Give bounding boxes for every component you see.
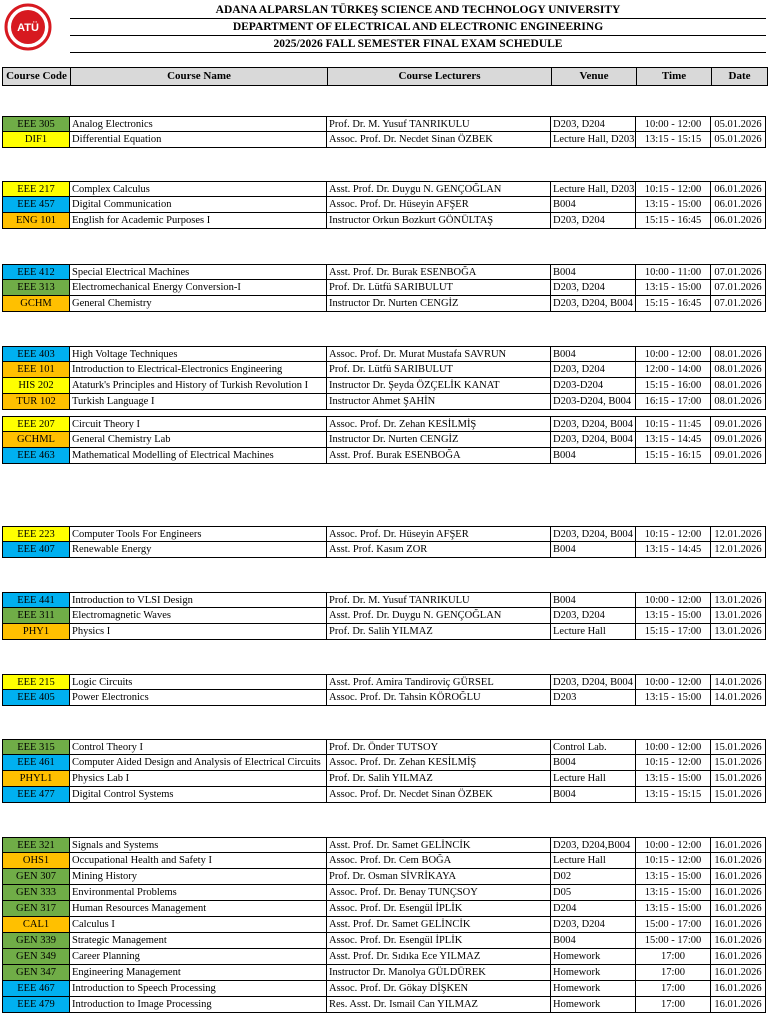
course-name-cell: Electromagnetic Waves <box>70 608 327 623</box>
table-row <box>2 346 766 362</box>
university-logo-icon <box>3 3 53 51</box>
course-lecturer-cell: Instructor Dr. Nurten CENGİZ <box>327 432 551 447</box>
column-header-code: Course Code <box>3 68 71 85</box>
course-code-cell: EEE 305 <box>2 117 70 131</box>
course-code-cell: TUR 102 <box>2 394 70 409</box>
exam-time-cell: 15:15 - 16:15 <box>636 448 711 463</box>
course-code-cell: EEE 467 <box>2 981 70 996</box>
course-code-cell: EEE 405 <box>2 690 70 705</box>
exam-time-cell: 17:00 <box>636 981 711 996</box>
exam-date-cell: 15.01.2026 <box>711 740 766 754</box>
exam-date-cell: 13.01.2026 <box>711 624 766 639</box>
exam-time-cell: 15:15 - 16:00 <box>636 378 711 393</box>
exam-date-cell: 14.01.2026 <box>711 675 766 689</box>
venue-cell: D203, D204 <box>551 213 636 228</box>
table-row <box>2 933 766 949</box>
course-lecturer-cell: Prof. Dr. Lütfü SARIBULUT <box>327 280 551 295</box>
logo-text: ATÜ <box>17 22 39 34</box>
course-name-cell: Introduction to Electrical-Electronics Engineering <box>70 362 327 377</box>
course-code-cell: GEN 307 <box>2 869 70 884</box>
venue-cell: Lecture Hall <box>551 853 636 868</box>
exam-date-cell: 12.01.2026 <box>711 527 766 541</box>
course-name-cell: Logic Circuits <box>70 675 327 689</box>
course-lecturer-cell: Assoc. Prof. Dr. Zehan KESİLMİŞ <box>327 417 551 431</box>
exam-time-cell: 16:15 - 17:00 <box>636 394 711 409</box>
course-lecturer-cell: Asst. Prof. Dr. Duygu N. GENÇOĞLAN <box>327 608 551 623</box>
table-row <box>2 432 766 448</box>
column-header-name: Course Name <box>71 68 328 85</box>
venue-cell: B004 <box>551 448 636 463</box>
course-lecturer-cell: Instructor Orkun Bozkurt GÖNÜLTAŞ <box>327 213 551 228</box>
course-name-cell: General Chemistry <box>70 296 327 311</box>
table-row <box>2 981 766 997</box>
exam-time-cell: 10:15 - 12:00 <box>636 755 711 770</box>
exam-day-group <box>2 526 766 558</box>
course-code-cell: PHYL1 <box>2 771 70 786</box>
column-header-venue: Venue <box>552 68 637 85</box>
table-row <box>2 853 766 869</box>
exam-time-cell: 13:15 - 15:00 <box>636 771 711 786</box>
course-name-cell: Renewable Energy <box>70 542 327 557</box>
course-lecturer-cell: Instructor Dr. Manolya GÜLDÜREK <box>327 965 551 980</box>
exam-date-cell: 13.01.2026 <box>711 593 766 607</box>
exam-date-cell: 07.01.2026 <box>711 265 766 279</box>
exam-day-group <box>2 739 766 803</box>
course-name-cell: Analog Electronics <box>70 117 327 131</box>
venue-cell: D203 <box>551 690 636 705</box>
exam-date-cell: 05.01.2026 <box>711 117 766 131</box>
course-name-cell: English for Academic Purposes I <box>70 213 327 228</box>
course-name-cell: Complex Calculus <box>70 182 327 196</box>
exam-date-cell: 16.01.2026 <box>711 933 766 948</box>
course-lecturer-cell: Assoc. Prof. Dr. Necdet Sinan ÖZBEK <box>327 132 551 147</box>
course-code-cell: EEE 477 <box>2 787 70 802</box>
course-lecturer-cell: Assoc. Prof. Dr. Benay TUNÇSOY <box>327 885 551 900</box>
venue-cell: Control Lab. <box>551 740 636 754</box>
course-code-cell: EEE 407 <box>2 542 70 557</box>
venue-cell: D203, D204, B004 <box>551 527 636 541</box>
exam-date-cell: 08.01.2026 <box>711 378 766 393</box>
table-row <box>2 755 766 771</box>
table-row <box>2 997 766 1013</box>
course-lecturer-cell: Asst. Prof. Amira Tandiroviç GÜRSEL <box>327 675 551 689</box>
table-row <box>2 624 766 640</box>
exam-time-cell: 13:15 - 14:45 <box>636 542 711 557</box>
course-lecturer-cell: Asst. Prof. Dr. Samet GELİNCİK <box>327 838 551 852</box>
table-row <box>2 542 766 558</box>
course-name-cell: Turkish Language I <box>70 394 327 409</box>
exam-date-cell: 12.01.2026 <box>711 542 766 557</box>
table-row <box>2 592 766 608</box>
table-row <box>2 280 766 296</box>
venue-cell: D203, D204 <box>551 280 636 295</box>
exam-date-cell: 05.01.2026 <box>711 132 766 147</box>
course-code-cell: DIF1 <box>2 132 70 147</box>
venue-cell: Lecture Hall, D203 <box>553 184 635 195</box>
exam-time-cell: 10:15 - 12:00 <box>636 853 711 868</box>
exam-time-cell: 10:00 - 12:00 <box>636 838 711 852</box>
exam-time-cell: 13:15 - 15:15 <box>636 787 711 802</box>
venue-cell: D203, D204 <box>551 117 636 131</box>
course-lecturer-cell: Assoc. Prof. Dr. Hüseyin AFŞER <box>327 527 551 541</box>
course-code-cell: HIS 202 <box>2 378 70 393</box>
course-name-cell: Control Theory I <box>70 740 327 754</box>
exam-day-group <box>2 674 766 706</box>
exam-date-cell: 08.01.2026 <box>711 362 766 377</box>
exam-day-group <box>2 346 766 410</box>
exam-time-cell: 13:15 - 15:00 <box>636 690 711 705</box>
course-name-cell: Circuit Theory I <box>70 417 327 431</box>
header-titles <box>70 2 766 53</box>
exam-time-cell: 10:00 - 12:00 <box>636 740 711 754</box>
exam-day-group <box>2 416 766 464</box>
exam-time-cell: 17:00 <box>636 965 711 980</box>
exam-time-cell: 15:15 - 17:00 <box>636 624 711 639</box>
course-code-cell: OHS1 <box>2 853 70 868</box>
exam-date-cell: 08.01.2026 <box>711 347 766 361</box>
exam-date-cell: 06.01.2026 <box>711 213 766 228</box>
venue-cell: Lecture Hall <box>551 624 636 639</box>
department-name: DEPARTMENT OF ELECTRICAL AND ELECTRONIC ENGINEERING <box>70 19 766 36</box>
table-row <box>2 787 766 803</box>
exam-time-cell: 13:15 - 15:15 <box>636 132 711 147</box>
exam-date-cell: 09.01.2026 <box>711 448 766 463</box>
venue-cell: Homework <box>551 997 636 1012</box>
exam-date-cell: 08.01.2026 <box>711 394 766 409</box>
course-lecturer-cell: Asst. Prof. Dr. Duygu N. GENÇOĞLAN <box>327 182 551 196</box>
venue-cell: Homework <box>551 981 636 996</box>
course-lecturer-cell: Prof. Dr. Salih YILMAZ <box>327 624 551 639</box>
course-name-cell: Digital Control Systems <box>70 787 327 802</box>
course-code-cell: EEE 441 <box>2 593 70 607</box>
table-row <box>2 771 766 787</box>
course-code-cell: GCHML <box>2 432 70 447</box>
course-code-cell: EEE 457 <box>2 197 70 212</box>
venue-cell: B004 <box>551 347 636 361</box>
exam-date-cell: 16.01.2026 <box>711 917 766 932</box>
course-name-cell: Introduction to Speech Processing <box>70 981 327 996</box>
course-lecturer-cell: Asst. Prof. Burak ESENBOĞA <box>327 448 551 463</box>
course-code-cell: ENG 101 <box>2 213 70 228</box>
course-code-cell: EEE 479 <box>2 997 70 1012</box>
course-code-cell: GEN 349 <box>2 949 70 964</box>
exam-time-cell: 17:00 <box>636 997 711 1012</box>
exam-time-cell: 15:00 - 17:00 <box>636 917 711 932</box>
exam-day-group <box>2 264 766 312</box>
venue-cell: D203, D204, B004 <box>551 675 636 689</box>
course-name-cell: Mining History <box>70 869 327 884</box>
venue-cell: D203, D204, B004 <box>551 432 636 447</box>
exam-time-cell: 12:00 - 14:00 <box>636 362 711 377</box>
table-row <box>2 739 766 755</box>
venue-cell: B004 <box>551 593 636 607</box>
exam-date-cell: 16.01.2026 <box>711 869 766 884</box>
venue-cell: D203, D204 <box>551 608 636 623</box>
exam-date-cell: 14.01.2026 <box>711 690 766 705</box>
exam-day-group <box>2 116 766 148</box>
course-code-cell: GEN 347 <box>2 965 70 980</box>
course-name-cell: Human Resources Management <box>70 901 327 916</box>
exam-day-group <box>2 592 766 640</box>
exam-time-cell: 10:00 - 12:00 <box>636 593 711 607</box>
exam-date-cell: 15.01.2026 <box>711 755 766 770</box>
schedule-title: 2025/2026 FALL SEMESTER FINAL EXAM SCHEDULE <box>70 36 766 53</box>
exam-date-cell: 16.01.2026 <box>711 981 766 996</box>
venue-cell: Lecture Hall <box>551 771 636 786</box>
course-code-cell: GEN 333 <box>2 885 70 900</box>
exam-time-cell: 13:15 - 14:45 <box>636 432 711 447</box>
exam-date-cell: 16.01.2026 <box>711 949 766 964</box>
table-row <box>2 885 766 901</box>
exam-time-cell: 10:00 - 11:00 <box>636 265 711 279</box>
course-code-cell: EEE 463 <box>2 448 70 463</box>
table-row <box>2 296 766 312</box>
table-row <box>2 837 766 853</box>
course-code-cell: GEN 317 <box>2 901 70 916</box>
venue-cell: Homework <box>551 949 636 964</box>
course-code-cell: EEE 223 <box>2 527 70 541</box>
venue-cell: B004 <box>551 933 636 948</box>
table-row <box>2 181 766 197</box>
table-row <box>2 197 766 213</box>
table-row <box>2 394 766 410</box>
table-row <box>2 674 766 690</box>
course-name-cell: Environmental Problems <box>70 885 327 900</box>
course-code-cell: EEE 315 <box>2 740 70 754</box>
exam-date-cell: 06.01.2026 <box>711 182 766 196</box>
table-row <box>2 949 766 965</box>
course-name-cell: Ataturk's Principles and History of Turkish Revolution I <box>70 378 327 393</box>
table-row <box>2 448 766 464</box>
course-code-cell: CAL1 <box>2 917 70 932</box>
venue-cell: D203-D204 <box>551 378 636 393</box>
exam-time-cell: 15:15 - 16:45 <box>636 213 711 228</box>
course-lecturer-cell: Assoc. Prof. Dr. Necdet Sinan ÖZBEK <box>327 787 551 802</box>
exam-date-cell: 15.01.2026 <box>711 787 766 802</box>
table-row <box>2 901 766 917</box>
exam-time-cell: 13:15 - 15:00 <box>636 885 711 900</box>
table-row <box>2 416 766 432</box>
course-name-cell: Computer Aided Design and Analysis of Electrical Circuits <box>70 755 327 770</box>
exam-time-cell: 13:15 - 15:00 <box>636 280 711 295</box>
table-row <box>2 378 766 394</box>
venue-cell: D203, D204, B004 <box>551 296 636 311</box>
course-lecturer-cell: Assoc. Prof. Dr. Esengül İPLİK <box>327 901 551 916</box>
course-lecturer-cell: Prof. Dr. Lütfü SARIBULUT <box>327 362 551 377</box>
course-lecturer-cell: Assoc. Prof. Dr. Murat Mustafa SAVRUN <box>327 347 551 361</box>
course-lecturer-cell: Prof. Dr. M. Yusuf TANRIKULU <box>327 117 551 131</box>
course-name-cell: Strategic Management <box>70 933 327 948</box>
exam-time-cell: 10:15 - 11:45 <box>636 417 711 431</box>
course-name-cell: Introduction to Image Processing <box>70 997 327 1012</box>
course-lecturer-cell: Instructor Dr. Şeyda ÖZÇELİK KANAT <box>327 378 551 393</box>
course-lecturer-cell: Instructor Dr. Nurten CENGİZ <box>327 296 551 311</box>
course-code-cell: GEN 339 <box>2 933 70 948</box>
exam-time-cell: 15:15 - 16:45 <box>636 296 711 311</box>
course-name-cell: Introduction to VLSI Design <box>70 593 327 607</box>
course-name-cell: Calculus I <box>70 917 327 932</box>
exam-date-cell: 16.01.2026 <box>711 838 766 852</box>
course-name-cell: General Chemistry Lab <box>70 432 327 447</box>
table-row <box>2 132 766 148</box>
table-row <box>2 965 766 981</box>
course-lecturer-cell: Prof. Dr. Önder TUTSOY <box>327 740 551 754</box>
course-lecturer-cell: Instructor Ahmet ŞAHİN <box>327 394 551 409</box>
exam-day-group <box>2 181 766 229</box>
exam-date-cell: 16.01.2026 <box>711 965 766 980</box>
table-row <box>2 917 766 933</box>
exam-time-cell: 10:00 - 12:00 <box>636 117 711 131</box>
course-code-cell: EEE 403 <box>2 347 70 361</box>
exam-day-group <box>2 837 766 1013</box>
table-row <box>2 362 766 378</box>
course-lecturer-cell: Assoc. Prof. Dr. Cem BOĞA <box>327 853 551 868</box>
course-lecturer-cell: Assoc. Prof. Dr. Tahsin KÖROĞLU <box>327 690 551 705</box>
course-code-cell: EEE 313 <box>2 280 70 295</box>
table-row <box>2 608 766 624</box>
exam-date-cell: 06.01.2026 <box>711 197 766 212</box>
course-code-cell: EEE 321 <box>2 838 70 852</box>
exam-time-cell: 13:15 - 15:00 <box>636 869 711 884</box>
course-name-cell: Special Electrical Machines <box>70 265 327 279</box>
course-lecturer-cell: Prof. Dr. Osman SİVRİKAYA <box>327 869 551 884</box>
course-code-cell: GCHM <box>2 296 70 311</box>
course-name-cell: Differential Equation <box>70 132 327 147</box>
venue-cell: D05 <box>551 885 636 900</box>
exam-date-cell: 16.01.2026 <box>711 997 766 1012</box>
venue-cell: Homework <box>551 965 636 980</box>
course-lecturer-cell: Assoc. Prof. Dr. Hüseyin AFŞER <box>327 197 551 212</box>
table-row <box>2 690 766 706</box>
course-name-cell: Mathematical Modelling of Electrical Machines <box>70 448 327 463</box>
venue-cell: B004 <box>551 787 636 802</box>
exam-time-cell: 13:15 - 15:00 <box>636 901 711 916</box>
venue-cell: D203, D204 <box>551 362 636 377</box>
university-name: ADANA ALPARSLAN TÜRKEŞ SCIENCE AND TECHNOLOGY UNIVERSITY <box>70 2 766 19</box>
column-header-row <box>2 67 768 86</box>
venue-cell: B004 <box>551 542 636 557</box>
venue-cell: D203, D204 <box>551 917 636 932</box>
course-code-cell: EEE 207 <box>2 417 70 431</box>
course-name-cell: Digital Communication <box>70 197 327 212</box>
venue-cell: D02 <box>551 869 636 884</box>
course-name-cell: Engineering Management <box>70 965 327 980</box>
course-name-cell: Physics Lab I <box>70 771 327 786</box>
course-lecturer-cell: Assoc. Prof. Dr. Gökay DİŞKEN <box>327 981 551 996</box>
exam-date-cell: 15.01.2026 <box>711 771 766 786</box>
course-code-cell: EEE 215 <box>2 675 70 689</box>
course-name-cell: Physics I <box>70 624 327 639</box>
exam-time-cell: 10:00 - 12:00 <box>636 347 711 361</box>
course-name-cell: Electromechanical Energy Conversion-I <box>70 280 327 295</box>
course-name-cell: Computer Tools For Engineers <box>70 527 327 541</box>
table-row <box>2 869 766 885</box>
exam-date-cell: 13.01.2026 <box>711 608 766 623</box>
venue-cell: D203, D204,B004 <box>551 838 636 852</box>
exam-date-cell: 09.01.2026 <box>711 432 766 447</box>
course-code-cell: EEE 412 <box>2 265 70 279</box>
table-row <box>2 526 766 542</box>
course-lecturer-cell: Assoc. Prof. Dr. Esengül İPLİK <box>327 933 551 948</box>
course-name-cell: High Voltage Techniques <box>70 347 327 361</box>
exam-time-cell: 13:15 - 15:00 <box>636 197 711 212</box>
course-lecturer-cell: Asst. Prof. Dr. Sıdıka Ece YILMAZ <box>327 949 551 964</box>
venue-cell: Lecture Hall, D203 <box>553 134 635 145</box>
table-row <box>2 264 766 280</box>
column-header-date: Date <box>728 70 751 82</box>
exam-date-cell: 07.01.2026 <box>711 296 766 311</box>
course-code-cell: EEE 311 <box>2 608 70 623</box>
course-name-cell: Signals and Systems <box>70 838 327 852</box>
course-lecturer-cell: Asst. Prof. Kasım ZOR <box>327 542 551 557</box>
venue-cell: D203, D204, B004 <box>551 417 636 431</box>
course-code-cell: EEE 461 <box>2 755 70 770</box>
course-lecturer-cell: Res. Asst. Dr. Ismail Can YILMAZ <box>327 997 551 1012</box>
document-header <box>0 0 768 54</box>
exam-time-cell: 10:15 - 12:00 <box>636 182 711 196</box>
course-lecturer-cell: Assoc. Prof. Dr. Zehan KESİLMİŞ <box>327 755 551 770</box>
venue-cell: D203-D204, B004 <box>551 394 636 409</box>
course-lecturer-cell: Prof. Dr. Salih YILMAZ <box>327 771 551 786</box>
venue-cell: D204 <box>551 901 636 916</box>
venue-cell: B004 <box>551 197 636 212</box>
exam-date-cell: 16.01.2026 <box>711 901 766 916</box>
exam-time-cell: 15:00 - 17:00 <box>636 933 711 948</box>
exam-time-cell: 10:00 - 12:00 <box>636 675 711 689</box>
course-code-cell: EEE 217 <box>2 182 70 196</box>
table-row <box>2 116 766 132</box>
venue-cell: B004 <box>551 265 636 279</box>
course-lecturer-cell: Asst. Prof. Dr. Burak ESENBOĞA <box>327 265 551 279</box>
exam-date-cell: 09.01.2026 <box>711 417 766 431</box>
exam-date-cell: 16.01.2026 <box>711 885 766 900</box>
exam-time-cell: 10:15 - 12:00 <box>636 527 711 541</box>
course-name-cell: Occupational Health and Safety I <box>70 853 327 868</box>
course-name-cell: Career Planning <box>70 949 327 964</box>
course-code-cell: PHY1 <box>2 624 70 639</box>
exam-time-cell: 17:00 <box>636 949 711 964</box>
exam-date-cell: 07.01.2026 <box>711 280 766 295</box>
course-code-cell: EEE 101 <box>2 362 70 377</box>
course-name-cell: Power Electronics <box>70 690 327 705</box>
course-lecturer-cell: Asst. Prof. Dr. Samet GELİNCİK <box>327 917 551 932</box>
course-lecturer-cell: Prof. Dr. M. Yusuf TANRIKULU <box>327 593 551 607</box>
exam-date-cell: 16.01.2026 <box>711 853 766 868</box>
column-header-lecturers: Course Lecturers <box>328 68 552 85</box>
column-header-time: Time <box>637 68 712 85</box>
venue-cell: B004 <box>551 755 636 770</box>
exam-time-cell: 13:15 - 15:00 <box>636 608 711 623</box>
table-row <box>2 213 766 229</box>
